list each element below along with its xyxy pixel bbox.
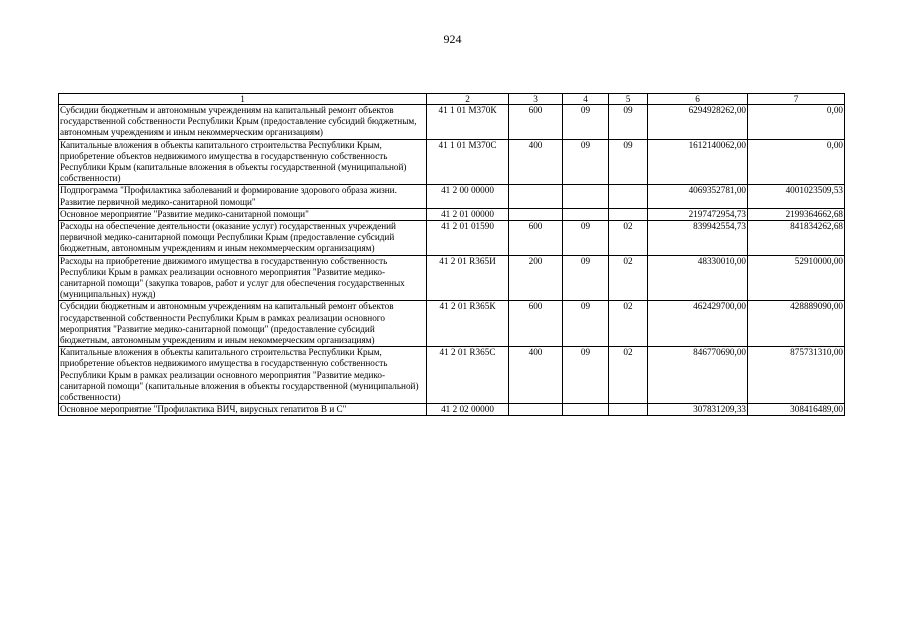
row-amount-col7: 841834262,68 xyxy=(748,221,845,256)
row-expense-type: 600 xyxy=(509,105,563,140)
table-row xyxy=(59,301,845,347)
row-code: 41 2 01 R365С xyxy=(427,347,509,404)
row-code: 41 2 01 R365И xyxy=(427,255,509,301)
row-code: 41 1 01 М370К xyxy=(427,105,509,140)
row-subsection: 02 xyxy=(609,301,648,347)
table-row xyxy=(59,404,845,416)
table-row xyxy=(59,185,845,208)
row-amount-col6: 4069352781,00 xyxy=(648,185,748,208)
row-code: 41 2 02 00000 xyxy=(427,404,509,416)
row-expense-type: 400 xyxy=(509,347,563,404)
row-amount-col6: 846770690,00 xyxy=(648,347,748,404)
row-amount-col6: 1612140062,00 xyxy=(648,139,748,185)
row-amount-col6: 6294928262,00 xyxy=(648,105,748,140)
row-code: 41 1 01 М370С xyxy=(427,139,509,185)
row-amount-col7: 0,00 xyxy=(748,105,845,140)
table-row xyxy=(59,139,845,185)
row-section: 09 xyxy=(563,221,609,256)
row-description: Расходы на обеспечение деятельности (оказание услуг) государственных учреждений первичной медико-санитарной помощи Республики Крым (предоставление субсидий бюджетным, автономным учреждениям и иным некоммерческим организациям) xyxy=(59,221,427,256)
table-row xyxy=(59,255,845,301)
row-subsection: 09 xyxy=(609,105,648,140)
table-body xyxy=(59,105,845,416)
row-code: 41 2 01 R365К xyxy=(427,301,509,347)
row-description: Капитальные вложения в объекты капитального строительства Республики Крым, приобретение объектов недвижимого имущества в государственную собственность Республики Крым в рамках реализации основного мероприятия "Развитие медико-санитарной помощи" (капитальные вложения в объекты государственной (муниципальной) собственности) xyxy=(59,347,427,404)
row-subsection: 02 xyxy=(609,347,648,404)
column-header-1: 1 xyxy=(59,94,427,105)
row-subsection xyxy=(609,404,648,416)
row-expense-type xyxy=(509,404,563,416)
row-amount-col6: 48330010,00 xyxy=(648,255,748,301)
row-amount-col7: 52910000,00 xyxy=(748,255,845,301)
row-section: 09 xyxy=(563,105,609,140)
page-number: 924 xyxy=(443,32,462,46)
row-amount-col6: 462429700,00 xyxy=(648,301,748,347)
row-amount-col6: 839942554,73 xyxy=(648,221,748,256)
row-section: 09 xyxy=(563,255,609,301)
column-header-4: 4 xyxy=(563,94,609,105)
row-section: 09 xyxy=(563,347,609,404)
row-amount-col7: 2199364662,68 xyxy=(748,208,845,220)
row-subsection xyxy=(609,208,648,220)
row-description: Подпрограмма "Профилактика заболеваний и формирование здорового образа жизни. Развитие первичной медико-санитарной помощи" xyxy=(59,185,427,208)
row-amount-col7: 0,00 xyxy=(748,139,845,185)
row-description: Расходы на приобретение движимого имущества в государственную собственность Республики Крым в рамках реализации основного мероприятия "Развитие медико-санитарной помощи" (закупка товаров, работ и услуг для обеспечения государственных (муниципальных) нужд) xyxy=(59,255,427,301)
table-row xyxy=(59,208,845,220)
row-expense-type: 400 xyxy=(509,139,563,185)
row-expense-type xyxy=(509,208,563,220)
row-subsection: 02 xyxy=(609,255,648,301)
row-amount-col7: 4001023509,53 xyxy=(748,185,845,208)
table-row xyxy=(59,221,845,256)
row-subsection: 02 xyxy=(609,221,648,256)
header-row xyxy=(59,94,845,105)
column-header-3: 3 xyxy=(509,94,563,105)
row-description: Капитальные вложения в объекты капитального строительства Республики Крым, приобретение объектов недвижимого имущества в государственную собственность Республики Крым (капитальные вложения в объекты государственной (муниципальной) собственности) xyxy=(59,139,427,185)
row-description: Субсидии бюджетным и автономным учреждениям на капитальный ремонт объектов государственной собственности Республики Крым в рамках реализации основного мероприятия "Развитие медико-санитарной помощи" (предоставление субсидий бюджетным, автономным учреждениям и иным некоммерческим организациям) xyxy=(59,301,427,347)
column-header-7: 7 xyxy=(748,94,845,105)
column-header-6: 6 xyxy=(648,94,748,105)
column-header-5: 5 xyxy=(609,94,648,105)
row-section xyxy=(563,185,609,208)
table-row xyxy=(59,105,845,140)
row-amount-col7: 308416489,00 xyxy=(748,404,845,416)
row-description: Субсидии бюджетным и автономным учреждениям на капитальный ремонт объектов государственной собственности Республики Крым (предоставление субсидий бюджетным, автономным учреждениям и иным некоммерческим организациям) xyxy=(59,105,427,140)
row-code: 41 2 01 00000 xyxy=(427,208,509,220)
row-code: 41 2 01 01590 xyxy=(427,221,509,256)
row-expense-type: 600 xyxy=(509,221,563,256)
row-section: 09 xyxy=(563,301,609,347)
row-amount-col7: 875731310,00 xyxy=(748,347,845,404)
row-section xyxy=(563,208,609,220)
row-section: 09 xyxy=(563,139,609,185)
row-description: Основное мероприятие "Профилактика ВИЧ, вирусных гепатитов В и С" xyxy=(59,404,427,416)
row-expense-type: 200 xyxy=(509,255,563,301)
row-expense-type: 600 xyxy=(509,301,563,347)
row-subsection xyxy=(609,185,648,208)
row-amount-col6: 307831209,33 xyxy=(648,404,748,416)
row-description: Основное мероприятие "Развитие медико-санитарной помощи" xyxy=(59,208,427,220)
row-expense-type xyxy=(509,185,563,208)
row-section xyxy=(563,404,609,416)
row-subsection: 09 xyxy=(609,139,648,185)
budget-table xyxy=(58,93,845,416)
row-code: 41 2 00 00000 xyxy=(427,185,509,208)
row-amount-col7: 428889090,00 xyxy=(748,301,845,347)
column-header-2: 2 xyxy=(427,94,509,105)
row-amount-col6: 2197472954,73 xyxy=(648,208,748,220)
table-row xyxy=(59,347,845,404)
